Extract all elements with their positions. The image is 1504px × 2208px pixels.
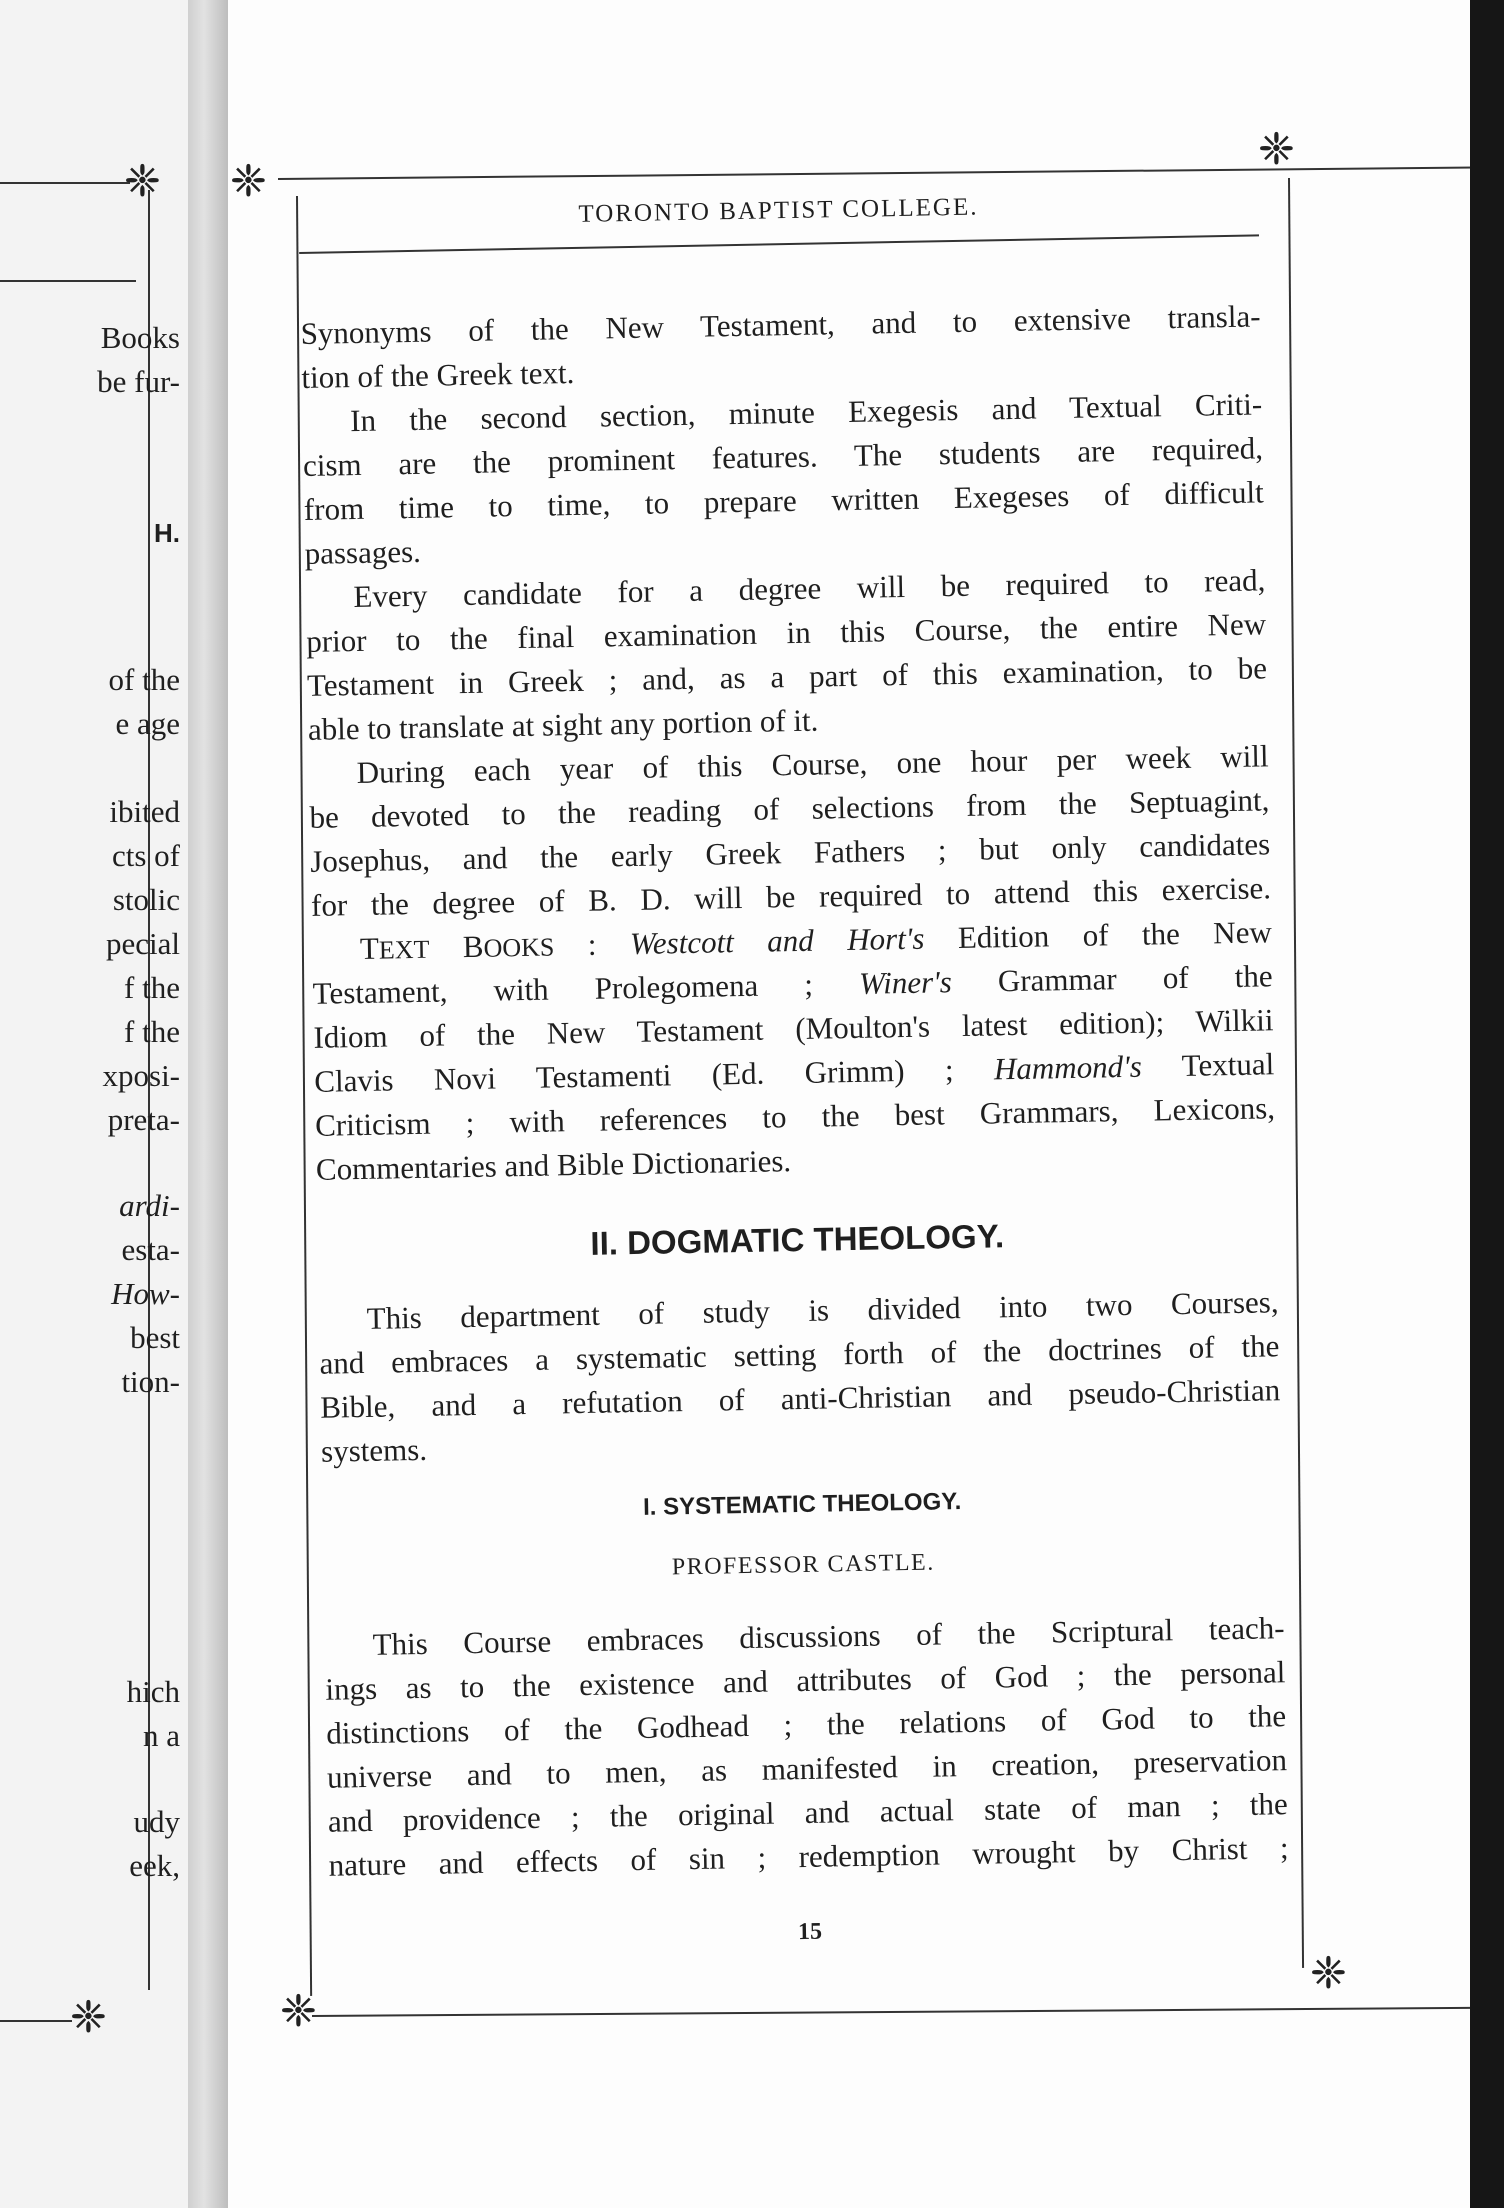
left-page-line: How- (111, 1276, 180, 1311)
text-books-line: Commentaries and Bible Dictionaries. (315, 1143, 792, 1187)
frame-right-rule (1288, 178, 1304, 1968)
body-line: Josephus, and the early Greek Fathers ; but only candidates (309, 826, 1271, 879)
body-line: ings as to the existence and attributes of God ; the personal (325, 1654, 1286, 1707)
book-title-winer: Winer's (858, 964, 953, 1001)
head-rule (299, 234, 1259, 254)
ornament-corner-icon: ❈ (1258, 124, 1295, 175)
ornament-corner-icon: ❈ (1310, 1948, 1347, 1999)
scan-edge-shadow (1470, 0, 1504, 2208)
body-line: This Course embraces discussions of the Scriptural teach- (372, 1610, 1285, 1662)
body-line: be devoted to the reading of selections from the Septuagint, (309, 782, 1270, 835)
book-gutter (188, 0, 228, 2208)
ornament-corner-icon: ❈ (280, 1986, 317, 2037)
body-line: and providence ; the original and actual state of man ; the (327, 1786, 1289, 1839)
running-head: TORONTO BAPTIST COLLEGE. (578, 193, 979, 228)
left-page-line: udy (133, 1804, 180, 1839)
body-line: Testament in Greek ; and, as a part of this examination, to be (306, 650, 1268, 703)
text-books-line: Criticism ; with references to the best Grammars, Lexicons, (314, 1090, 1276, 1143)
left-page-line: tion- (121, 1364, 180, 1399)
left-page-line: f the (124, 970, 180, 1005)
body-line: from time to time, to prepare written Exegeses of difficult (303, 474, 1265, 527)
body-line: and embraces a systematic setting forth of the doctrines of the (319, 1328, 1280, 1381)
body-line: tion of the Greek text. (301, 354, 575, 395)
left-page-line: H. (154, 518, 180, 548)
left-page-line: be fur- (97, 364, 180, 399)
left-page-line: e age (115, 706, 180, 741)
text-books-line: Testament, with Prolegomena ; Winer's Grammar of the (312, 958, 1273, 1011)
body-line: passages. (304, 533, 422, 571)
ornament-corner-icon: ❈ (230, 156, 267, 207)
body-line: In the second section, minute Exegesis and Textual Criti- (349, 386, 1263, 439)
left-page-line: hich (126, 1674, 180, 1709)
left-frame-top-rule (0, 182, 130, 184)
body-line: Synonyms of the New Testament, and to extensive transla- (300, 298, 1261, 351)
left-page-line: Books (100, 320, 180, 355)
left-page-line: ardi- (119, 1188, 180, 1223)
left-page-line: f the (124, 1014, 180, 1049)
body-line: Bible, and a refutation of anti-Christian and pseudo-Christian (319, 1372, 1281, 1425)
text-books-line: TEXT BOOKS : Westcott and Hort's Edition of the New (359, 914, 1273, 966)
body-line: distinctions of the Godhead ; the relations of God to the (325, 1698, 1287, 1751)
professor-name: PROFESSOR CASTLE. (671, 1549, 935, 1581)
body-line: Every candidate for a degree will be required to read, (353, 562, 1266, 615)
book-page (228, 0, 1504, 2208)
left-page-line: preta- (107, 1102, 180, 1137)
body-line: prior to the final examination in this Course, the entire New (305, 606, 1267, 659)
left-page-line: pecial (105, 926, 180, 961)
page-number: 15 (797, 1918, 823, 1946)
frame-top-rule (278, 166, 1488, 180)
text-books-line: Clavis Novi Testamenti (Ed. Grimm) ; Hammond's Textual (314, 1046, 1275, 1099)
body-line: nature and effects of sin ; redemption wrought by Christ ; (328, 1830, 1289, 1883)
left-page-line: ibited (109, 794, 180, 829)
ornament-corner-icon: ❈ (70, 1992, 107, 2043)
section-heading: II. DOGMATIC THEOLOGY. (590, 1217, 1005, 1262)
left-page-line: cts of (111, 838, 180, 873)
left-page-line: xposi- (102, 1058, 180, 1093)
left-page-line: esta- (121, 1232, 180, 1267)
body-line: for the degree of B. D. will be required to attend this exercise. (310, 870, 1272, 923)
body-line: universe and to men, as manifested in creation, preservation (326, 1742, 1288, 1795)
text-books-label: TEXT BOOKS (359, 928, 555, 966)
body-line: systems. (320, 1431, 428, 1469)
book-title-hammond: Hammond's (993, 1048, 1143, 1087)
book-title-westcott: Westcott and Hort's (629, 920, 925, 962)
sub-heading: I. SYSTEMATIC THEOLOGY. (642, 1488, 962, 1521)
previous-page-edge (0, 0, 200, 2208)
left-page-line: stolic (112, 882, 180, 917)
left-head-rule (0, 280, 136, 282)
body-line: This department of study is divided into two Courses, (366, 1284, 1279, 1336)
left-page-line: n a (142, 1718, 180, 1753)
frame-bottom-rule (312, 2007, 1504, 2017)
body-line: During each year of this Course, one hour per week will (356, 738, 1269, 791)
left-page-line: best (130, 1320, 180, 1355)
left-frame-bottom-rule (0, 2020, 72, 2022)
text-books-line: Idiom of the New Testament (Moulton's latest edition); Wilkii (313, 1002, 1274, 1055)
ornament-corner-icon: ❈ (124, 156, 161, 207)
left-page-line: eek, (129, 1848, 180, 1883)
body-line: cism are the prominent features. The students are required, (302, 430, 1264, 483)
body-line: able to translate at sight any portion of it. (307, 702, 819, 747)
left-page-line: of the (108, 662, 180, 697)
